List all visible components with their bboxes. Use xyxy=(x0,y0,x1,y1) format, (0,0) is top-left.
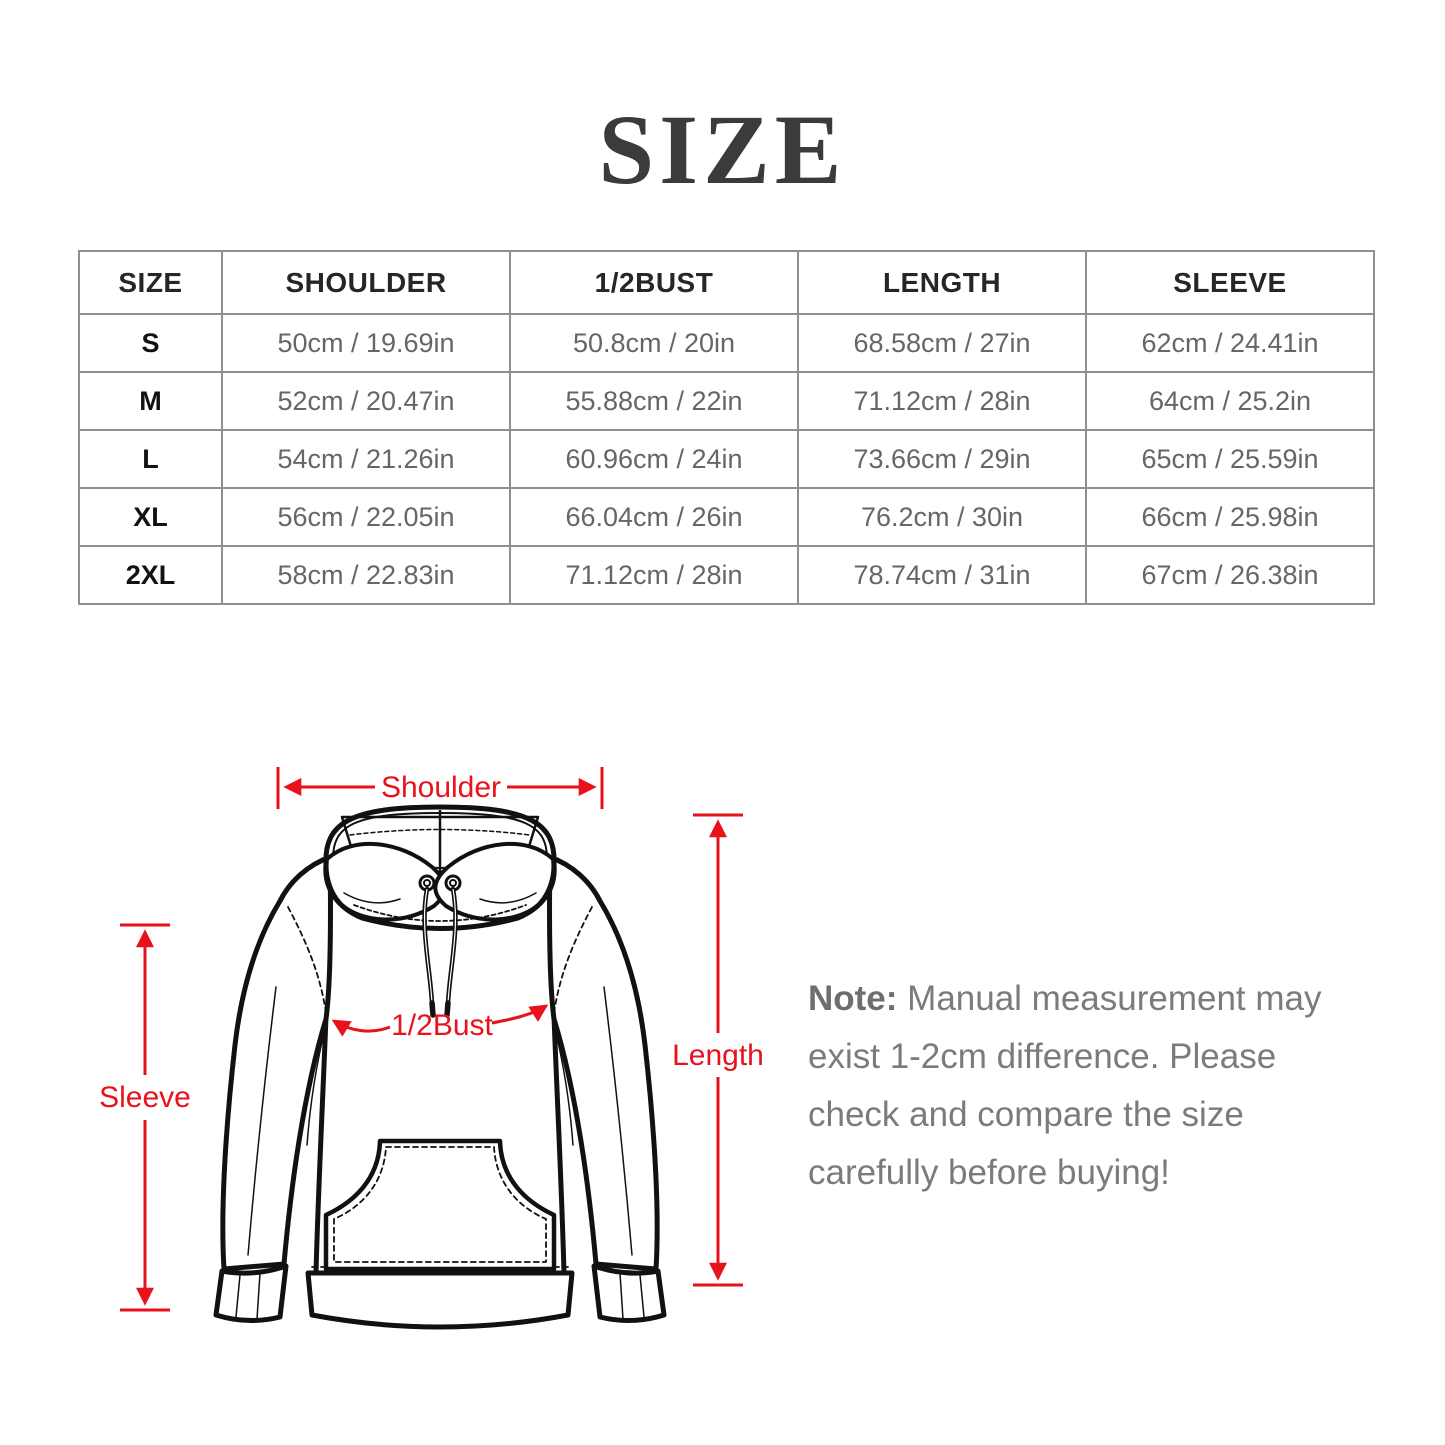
size-cell: M xyxy=(79,372,222,430)
measurement-cell: 56cm / 22.05in xyxy=(222,488,510,546)
col-header-shoulder: SHOULDER xyxy=(222,251,510,314)
col-header-halfbust: 1/2BUST xyxy=(510,251,798,314)
measurement-cell: 66cm / 25.98in xyxy=(1086,488,1374,546)
shoulder-arrow-label: Shoulder xyxy=(380,771,502,804)
size-cell: XL xyxy=(79,488,222,546)
measurement-cell: 50.8cm / 20in xyxy=(510,314,798,372)
measurement-cell: 68.58cm / 27in xyxy=(798,314,1086,372)
measurement-cell: 76.2cm / 30in xyxy=(798,488,1086,546)
hoodie-sketch xyxy=(216,807,664,1327)
table-row xyxy=(79,430,1374,488)
note-prefix: Note: xyxy=(808,979,898,1018)
size-table xyxy=(78,250,1375,605)
measurement-cell: 60.96cm / 24in xyxy=(510,430,798,488)
measurement-cell: 71.12cm / 28in xyxy=(510,546,798,604)
measurement-note xyxy=(808,970,1356,1202)
size-cell: 2XL xyxy=(79,546,222,604)
measurement-cell: 71.12cm / 28in xyxy=(798,372,1086,430)
size-cell: L xyxy=(79,430,222,488)
measurement-cell: 78.74cm / 31in xyxy=(798,546,1086,604)
measurement-cell: 67cm / 26.38in xyxy=(1086,546,1374,604)
measurement-cell: 58cm / 22.83in xyxy=(222,546,510,604)
measurement-cell: 52cm / 20.47in xyxy=(222,372,510,430)
measurement-cell: 64cm / 25.2in xyxy=(1086,372,1374,430)
hoodie-measurement-diagram xyxy=(80,755,780,1355)
table-row xyxy=(79,314,1374,372)
page-title: SIZE xyxy=(598,94,847,205)
half-bust-arrow-label: 1/2Bust xyxy=(391,1009,493,1042)
measurement-cell: 73.66cm / 29in xyxy=(798,430,1086,488)
measurement-cell: 50cm / 19.69in xyxy=(222,314,510,372)
measurement-cell: 54cm / 21.26in xyxy=(222,430,510,488)
table-row xyxy=(79,546,1374,604)
measurement-cell: 62cm / 24.41in xyxy=(1086,314,1374,372)
size-cell: S xyxy=(79,314,222,372)
table-header-row xyxy=(79,251,1374,314)
sleeve-arrow-label: Sleeve xyxy=(99,1081,191,1114)
note-body: Manual measurement may exist 1-2cm difference. Please check and compare the size carefully before buying! xyxy=(808,979,1322,1192)
measurement-cell: 55.88cm / 22in xyxy=(510,372,798,430)
table-row xyxy=(79,372,1374,430)
col-header-sleeve: SLEEVE xyxy=(1086,251,1374,314)
table-row xyxy=(79,488,1374,546)
measurement-cell: 65cm / 25.59in xyxy=(1086,430,1374,488)
col-header-length: LENGTH xyxy=(798,251,1086,314)
col-header-size: SIZE xyxy=(79,251,222,314)
length-arrow-label: Length xyxy=(672,1039,764,1072)
measurement-cell: 66.04cm / 26in xyxy=(510,488,798,546)
